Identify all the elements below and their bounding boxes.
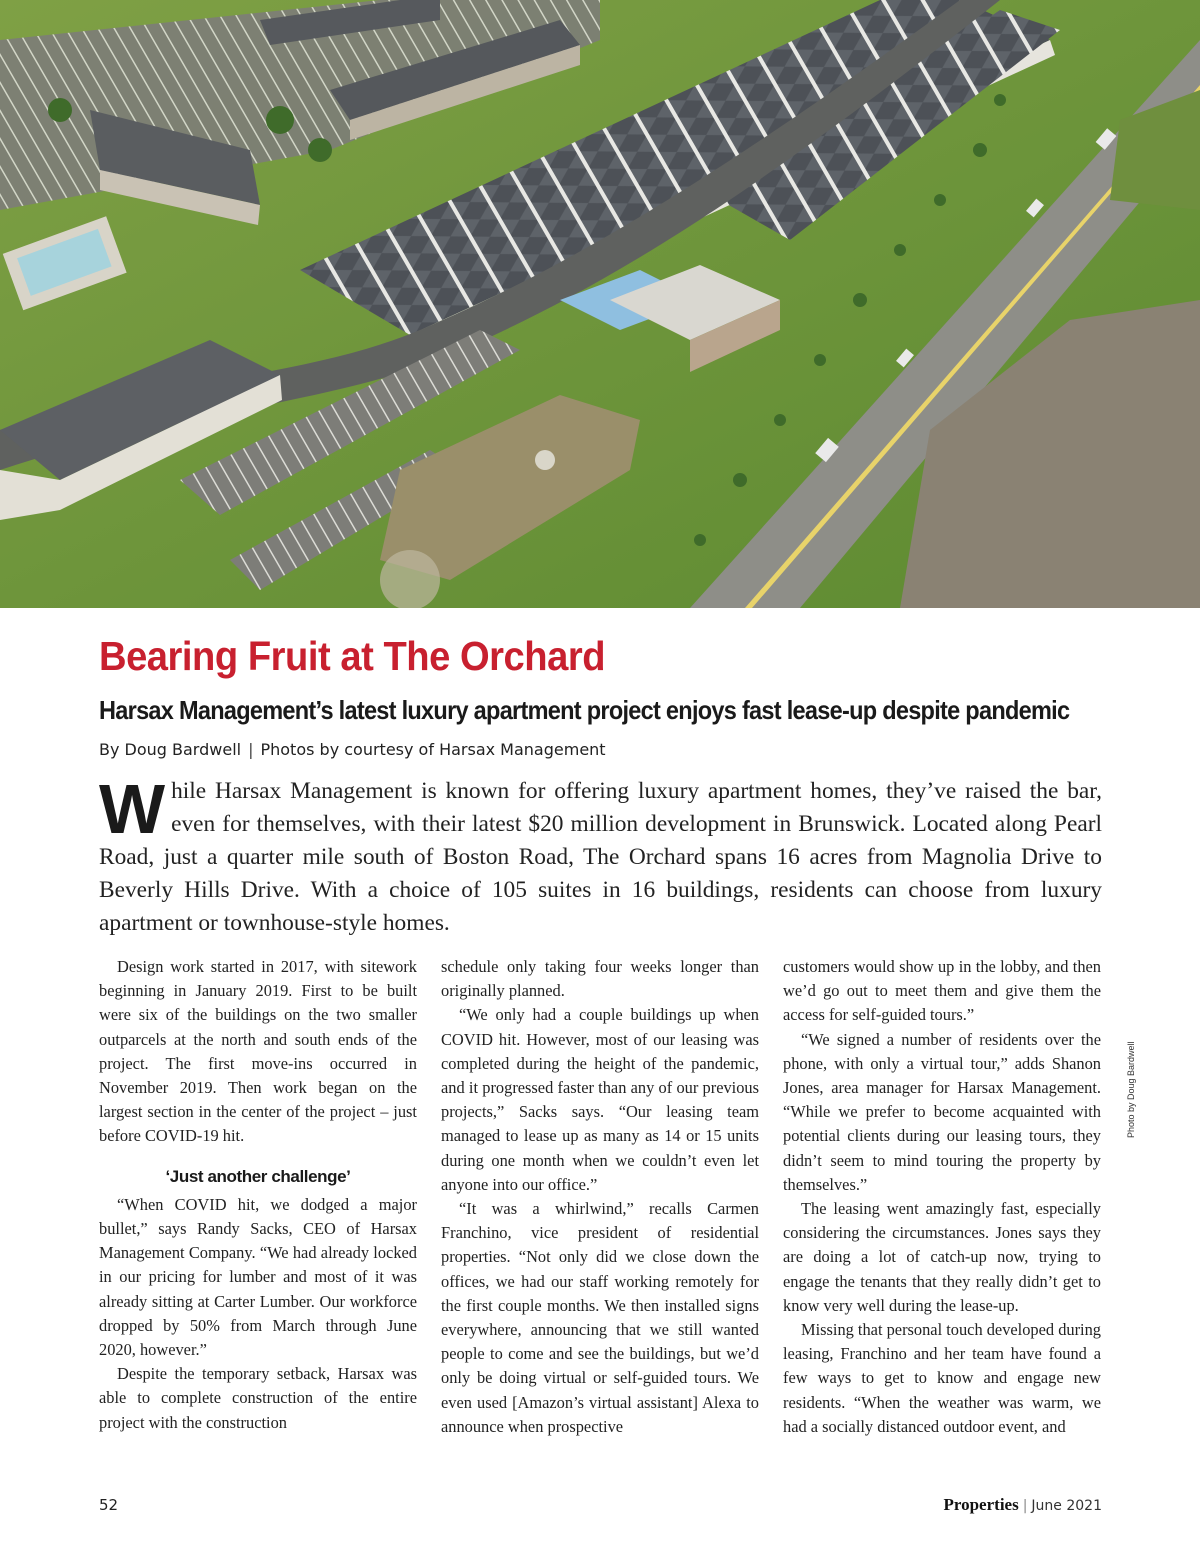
paragraph: “It was a whirlwind,” recalls Carmen Franchino, vice president of residential properties. “Not only did we close down the offices, we had our staff working remotely for the first couple months. We then installed signs everywhere, announcing that we still wanted people to come and see the buildings, but we’d only be doing virtual or self-guided tours. We even used [Amazon’s virtual assistant] Alexa to announce when prospective (441, 1199, 759, 1436)
paragraph: schedule only taking four weeks longer than originally planned. (441, 957, 759, 1001)
paragraph: Missing that personal touch developed during leasing, Franchino and her team have found a few ways to get to know and engage new residents. “When the weather was warm, we had a socially distanced outdoor event, and (783, 1320, 1101, 1436)
aerial-photo-drawing (0, 0, 1200, 608)
paragraph: “When COVID hit, we dodged a major bullet,” says Randy Sacks, CEO of Harsax Management Company. “We had already locked in our pricing for lumber and most of it was already sitting at Carter Lumber. Our workforce dropped by 50% from March through June 2020, however.” (99, 1194, 417, 1360)
byline (99, 740, 606, 759)
section-subhead: ‘Just another challenge’ (165, 1166, 351, 1186)
byline-author: By Doug Bardwell (99, 740, 242, 759)
footer-separator: | (1022, 1498, 1028, 1514)
article-subtitle: Harsax Management’s latest luxury apartment project enjoys fast lease-up despite pandemic (99, 695, 1070, 725)
magazine-footer (943, 1495, 1102, 1515)
page-number: 52 (99, 1496, 119, 1514)
paragraph: Design work started in 2017, with sitework beginning in January 2019. First to be built were six of the buildings on the two smaller outparcels at the north and south ends of the project. The first move-ins occurred in November 2019. Then work began on the largest section in the center of the project – just before COVID-19 hit. (99, 957, 417, 1146)
photo-credit: Photo by Doug Bardwell (1126, 1041, 1136, 1138)
paragraph: “We only had a couple buildings up when COVID hit. However, most of our leasing was completed during the height of the pandemic, and it progressed faster than any of our previous projects,” Sacks says. “Our leasing team managed to lease up as many as 14 or 15 units during one month when we couldn’t even let anyone into our office.” (441, 1005, 759, 1194)
lead-paragraph (99, 770, 1102, 940)
paragraph: customers would show up in the lobby, and then we’d go out to meet them and give them the access for self-guided tours.” (783, 957, 1101, 1025)
drop-cap: W (99, 770, 166, 848)
text-column-2 (441, 955, 759, 1439)
issue-date: June 2021 (1031, 1498, 1102, 1514)
paragraph: “We signed a number of residents over the phone, with only a virtual tour,” adds Shanon Jones, area manager for Harsax Management. “While we prefer to become acquainted with potential clients during our leasing tours, they didn’t seem to mind touring the property by themselves.” (783, 1029, 1101, 1194)
text-column-1 (99, 955, 417, 1435)
paragraph: Despite the temporary setback, Harsax was able to complete construction of the entire project with the construction (99, 1364, 417, 1432)
article-title: Bearing Fruit at The Orchard (99, 633, 606, 679)
byline-separator: | (248, 740, 254, 759)
aerial-photo (0, 0, 1200, 608)
magazine-name: Properties (943, 1495, 1019, 1514)
text-column-3 (783, 955, 1101, 1439)
paragraph: The leasing went amazingly fast, especially considering the circumstances. Jones says they are doing a lot of catch-up now, trying to engage the tenants that they really didn’t get to know very well during the lease-up. (783, 1199, 1101, 1315)
byline-photos: Photos by courtesy of Harsax Management (260, 740, 606, 759)
lead-text: hile Harsax Management is known for offering luxury apartment homes, they’ve raised the bar, even for themselves, with their latest $20 million development in Brunswick. Located along Pearl Road, just a quarter mile south of Boston Road, The Orchard spans 16 acres from Magnolia Drive to Beverly Hills Drive. With a choice of 105 suites in 16 buildings, residents can choose from luxury apartment or townhouse-style homes. (99, 778, 1102, 936)
